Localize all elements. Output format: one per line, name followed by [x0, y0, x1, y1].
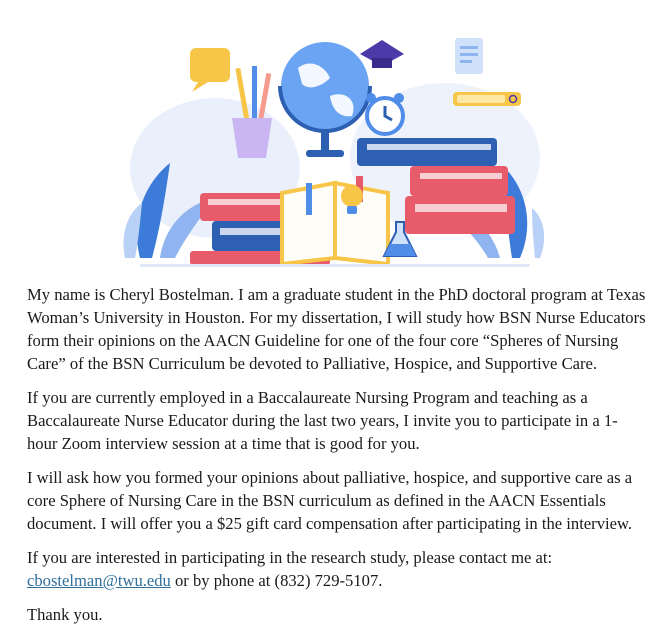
email-link[interactable]: cbostelman@twu.edu	[27, 571, 171, 590]
leaf-icon	[532, 208, 544, 258]
eligibility-paragraph: If you are currently employed in a Baccalaureate Nursing Program and teaching as a Baccalaureate Nurse Educator during the last two years, I invite you to participate in a 1-hour Zoom interview session at a time that is good for you.	[27, 388, 618, 453]
pencil-icon	[252, 66, 257, 124]
pencil-cup-icon	[232, 118, 272, 158]
education-illustration	[120, 18, 550, 268]
phone-text: or by phone at (832) 729-5107.	[170, 571, 383, 590]
book-icon	[357, 138, 497, 166]
intro-paragraph: My name is Cheryl Bostelman. I am a graduate student in the PhD doctoral program at Texas Woman’s University in Houston. For my dissertation, I will study how BSN Nurse Educators form their opinions on the AACN Guideline for one of the four core “Spheres of Nursing Care” of the BSN Curriculum be devoted to Palliative, Hospice, and Supportive Care.	[27, 285, 646, 373]
floor-line	[140, 264, 530, 267]
book-icon	[410, 166, 508, 196]
closing-text: Thank you.	[27, 605, 103, 624]
speech-bubble-icon	[190, 48, 230, 82]
contact-paragraph	[27, 546, 647, 592]
details-paragraph: I will ask how you formed your opinions about palliative, hospice, and supportive care as a core Sphere of Nursing Care in the BSN curriculum as defined in the AACN Essentials document. I will offer you a $25 gift card compensation after participating in the interview.	[27, 468, 633, 533]
contact-intro: If you are interested in participating in the research study, please contact me at:	[27, 548, 553, 567]
book-icon	[405, 196, 515, 234]
lightbulb-icon	[341, 185, 363, 207]
letter-body	[27, 283, 647, 637]
